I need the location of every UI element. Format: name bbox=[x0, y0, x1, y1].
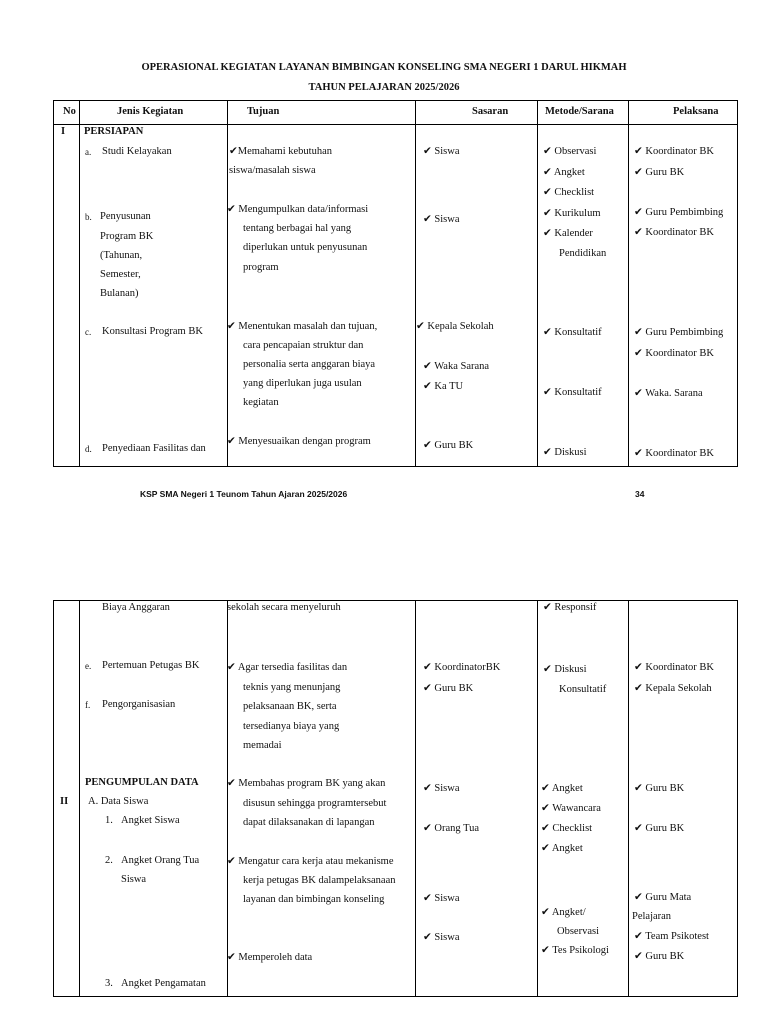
metode-item: ✔ Tes Psikologi bbox=[541, 945, 609, 956]
jenis-item: Angket Siswa bbox=[121, 815, 180, 826]
jenis-item: Konsultasi Program BK bbox=[102, 326, 203, 337]
tujuan-text: ✔ Agar tersedia fasilitas dan bbox=[227, 662, 348, 673]
section-title: PENGUMPULAN DATA bbox=[85, 777, 199, 788]
tujuan-text: diperlukan untuk penyusunan bbox=[243, 242, 368, 253]
pelaksana-item: ✔ Guru BK bbox=[634, 951, 685, 962]
pelaksana-item: ✔ Guru BK bbox=[634, 783, 685, 794]
pelaksana-item: ✔ Koordinator BK bbox=[634, 227, 714, 238]
jenis-item: A. Data Siswa bbox=[88, 796, 149, 807]
sasaran-item: ✔ Guru BK bbox=[423, 683, 474, 694]
header-jenis-kegiatan: Jenis Kegiatan bbox=[117, 106, 184, 117]
header-metode-sarana: Metode/Sarana bbox=[545, 106, 614, 117]
tujuan-text: kerja petugas BK dalampelaksanaan bbox=[243, 875, 396, 886]
sasaran-item: ✔ Siswa bbox=[423, 893, 460, 904]
tujuan-text: ✔ Memperoleh data bbox=[227, 952, 313, 963]
jenis-item: Angket Orang Tua bbox=[121, 855, 200, 866]
pelaksana-item: ✔ Guru Mata bbox=[634, 892, 692, 903]
jenis-item: Pengorganisasian bbox=[102, 699, 176, 710]
section-number: I bbox=[61, 126, 66, 137]
tujuan-text: teknis yang menunjang bbox=[243, 682, 341, 693]
header-sasaran: Sasaran bbox=[472, 106, 509, 117]
sasaran-item: ✔ Orang Tua bbox=[423, 823, 480, 834]
item-letter: d. bbox=[85, 444, 92, 454]
tujuan-text: layanan dan bimbingan konseling bbox=[243, 894, 385, 905]
metode-item: ✔ Angket bbox=[543, 167, 585, 178]
tujuan-text: cara pencapaian struktur dan bbox=[243, 340, 364, 351]
item-letter: a. bbox=[85, 147, 92, 157]
metode-item: ✔ Wawancara bbox=[541, 803, 601, 814]
sasaran-item: ✔ Guru BK bbox=[423, 440, 474, 451]
metode-item: Observasi bbox=[557, 926, 599, 937]
pelaksana-item: ✔ Guru Pembimbing bbox=[634, 207, 724, 218]
tujuan-text: ✔ Menyesuaikan dengan program bbox=[227, 436, 371, 447]
sasaran-item: ✔ KoordinatorBK bbox=[423, 662, 501, 673]
metode-item: ✔ Konsultatif bbox=[543, 327, 602, 338]
metode-item: ✔ Checklist bbox=[543, 187, 595, 198]
pelaksana-item: ✔ Koordinator BK bbox=[634, 146, 714, 157]
metode-item: ✔ Diskusi bbox=[543, 447, 587, 458]
metode-item: ✔ Angket bbox=[541, 783, 583, 794]
item-letter: f. bbox=[85, 700, 91, 710]
jenis-item: Studi Kelayakan bbox=[102, 146, 172, 157]
document-title: OPERASIONAL KEGIATAN LAYANAN BIMBINGAN KONSELING SMA NEGERI 1 DARUL HIKMAH bbox=[141, 62, 627, 73]
sasaran-item: ✔ Siswa bbox=[423, 932, 460, 943]
tujuan-text: tersedianya biaya yang bbox=[243, 721, 340, 732]
metode-item: ✔ Kurikulum bbox=[543, 208, 601, 219]
pelaksana-item: ✔ Waka. Sarana bbox=[634, 388, 703, 399]
jenis-item: Penyusunan bbox=[100, 211, 151, 222]
footer-text: KSP SMA Negeri 1 Teunom Tahun Ajaran 2025/2026 bbox=[140, 489, 348, 499]
activity-table-page1 bbox=[53, 100, 738, 467]
sasaran-item: ✔ Waka Sarana bbox=[423, 361, 490, 372]
tujuan-text: personalia serta anggaran biaya bbox=[243, 359, 376, 370]
item-number: 3. bbox=[105, 978, 113, 989]
sasaran-item: ✔ Siswa bbox=[423, 783, 460, 794]
jenis-item: Pertemuan Petugas BK bbox=[102, 660, 200, 671]
jenis-item: Penyediaan Fasilitas dan bbox=[102, 443, 206, 454]
metode-item: ✔ Konsultatif bbox=[543, 387, 602, 398]
metode-item: ✔ Kalender bbox=[543, 228, 593, 239]
metode-item: ✔ Observasi bbox=[543, 146, 597, 157]
jenis-item: Bulanan) bbox=[100, 288, 139, 299]
sasaran-item: ✔ Kepala Sekolah bbox=[416, 321, 494, 332]
sasaran-item: ✔ Siswa bbox=[423, 214, 460, 225]
jenis-item: (Tahunan, bbox=[100, 250, 143, 261]
metode-item: ✔ Diskusi bbox=[543, 664, 587, 675]
document-subtitle: TAHUN PELAJARAN 2025/2026 bbox=[308, 82, 460, 93]
header-no: No bbox=[63, 106, 76, 117]
item-number: 2. bbox=[105, 855, 113, 866]
page-number: 34 bbox=[635, 489, 645, 499]
metode-item: ✔ Checklist bbox=[541, 823, 593, 834]
header-pelaksana: Pelaksana bbox=[673, 106, 719, 117]
header-tujuan: Tujuan bbox=[247, 106, 280, 117]
section-title: PERSIAPAN bbox=[84, 126, 144, 137]
tujuan-text: siswa/masalah siswa bbox=[229, 165, 316, 176]
tujuan-text: memadai bbox=[243, 740, 282, 751]
pelaksana-item: ✔ Koordinator BK bbox=[634, 448, 714, 459]
item-letter: b. bbox=[85, 212, 92, 222]
tujuan-text: program bbox=[243, 262, 279, 273]
tujuan-text: ✔ Mengumpulkan data/informasi bbox=[227, 204, 369, 215]
jenis-item: Program BK bbox=[100, 231, 154, 242]
tujuan-text: ✔ Menentukan masalah dan tujuan, bbox=[227, 321, 378, 332]
jenis-item: Angket Pengamatan bbox=[121, 978, 206, 989]
metode-item: Pendidikan bbox=[559, 248, 607, 259]
metode-item: Konsultatif bbox=[559, 684, 607, 695]
activity-table-page2 bbox=[53, 600, 738, 997]
tujuan-text: tentang berbagai hal yang bbox=[243, 223, 352, 234]
tujuan-text: ✔ Membahas program BK yang akan bbox=[227, 778, 386, 789]
item-letter: c. bbox=[85, 327, 92, 337]
pelaksana-item: ✔ Kepala Sekolah bbox=[634, 683, 712, 694]
tujuan-text: kegiatan bbox=[243, 397, 279, 408]
tujuan-text: sekolah secara menyeluruh bbox=[227, 602, 341, 613]
tujuan-text: yang diperlukan juga usulan bbox=[243, 378, 362, 389]
item-number: 1. bbox=[105, 815, 113, 826]
pelaksana-item: ✔ Guru BK bbox=[634, 167, 685, 178]
tujuan-text: pelaksanaan BK, serta bbox=[243, 701, 337, 712]
jenis-item: Semester, bbox=[100, 269, 141, 280]
pelaksana-item: ✔ Koordinator BK bbox=[634, 348, 714, 359]
metode-item: ✔ Angket bbox=[541, 843, 583, 854]
pelaksana-item: Pelajaran bbox=[632, 911, 672, 922]
pelaksana-item: ✔ Guru BK bbox=[634, 823, 685, 834]
section-number: II bbox=[60, 796, 69, 807]
jenis-item: Biaya Anggaran bbox=[102, 602, 170, 613]
tujuan-text: dapat dilaksanakan di lapangan bbox=[243, 817, 375, 828]
pelaksana-item: ✔ Team Psikotest bbox=[634, 931, 709, 942]
tujuan-text: ✔Memahami kebutuhan bbox=[229, 146, 332, 157]
jenis-item: Siswa bbox=[121, 874, 147, 885]
metode-item: ✔ Responsif bbox=[543, 602, 597, 613]
sasaran-item: ✔ Ka TU bbox=[423, 381, 464, 392]
tujuan-text: disusun sehingga programtersebut bbox=[243, 798, 387, 809]
sasaran-item: ✔ Siswa bbox=[423, 146, 460, 157]
pelaksana-item: ✔ Guru Pembimbing bbox=[634, 327, 724, 338]
item-letter: e. bbox=[85, 661, 92, 671]
tujuan-text: ✔ Mengatur cara kerja atau mekanisme bbox=[227, 856, 394, 867]
pelaksana-item: ✔ Koordinator BK bbox=[634, 662, 714, 673]
metode-item: ✔ Angket/ bbox=[541, 907, 586, 918]
